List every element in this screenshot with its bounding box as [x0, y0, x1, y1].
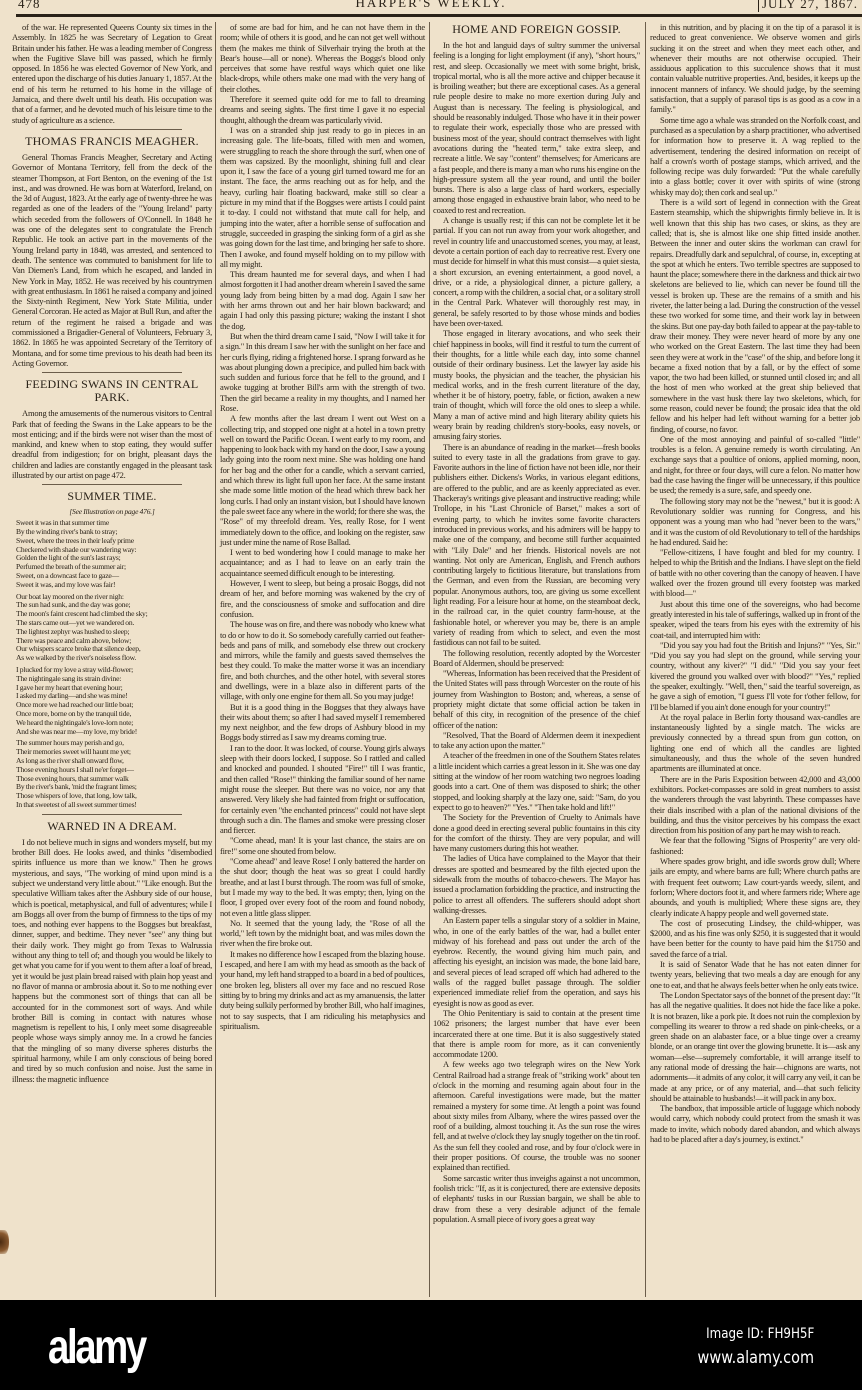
- paragraph: But when the third dream came I said, "Now I will take it for a sign." In this dream I saw her with the sunlight on her face and her curls flying, riding a frightened horse. I sprang forward as he was about plunging down a precipice, and pulled him back with such sudden and furious force that he fell to the ground, and I awoke tugging at brother Bill's arm with the strength of two. Then the girl became a reality in my thoughts, and I named her Rose.: [220, 330, 425, 413]
- paragraph: However, I went to sleep, but being a prosaic Boggs, did not dream of her, and before morning was wakened by the cry of fire, and the consciousness of smoke and suffocation and dire confusion.: [220, 578, 425, 619]
- poem-line: Those whispers of love, that long, low talk,: [16, 791, 137, 801]
- paragraph: "Whereas, Information has been received that the President of the United States will pass through Worcester on the route of his journey from Washington to Boston; and, whereas, a sense of propriety might dictate that some official action be taken in behalf of this city, in recognition of the presence of the chief officer of the nation:: [433, 668, 640, 730]
- poem-line: Once more, borne on by the tranquil tide,: [16, 709, 132, 719]
- poem-stanza: [12, 519, 212, 589]
- poem-line: There was peace and calm above, below;: [16, 635, 132, 645]
- poem-line: Our whispers scarce broke that silence deep,: [16, 644, 141, 654]
- paragraph: The house was on fire, and there was nobody who knew what to do or how to do it. So somebody carefully carried out feather-beds and pans of milk, and somebody else threw out crockery and mirrors, while the family and guests saved themselves the best they could. To make the matter worse it was an incendiary fire, and both churches, and the other hotel, with several stores and dwellings, were in a blaze also in different parts of the village, with only one engine for them all. So you may judge!: [220, 619, 425, 702]
- paragraph: We fear that the following "Signs of Prosperity" are very old-fashioned:: [650, 835, 860, 856]
- paragraph: The ladies of Utica have complained to the Mayor that their dresses are spotted and besmeared by the filth ejected upon the sidewalk from the mouths of tobacco-chewers. The Mayor has issued a proclamation forbidding the practice, and instructing the police to arrest all offenders. The sufferers should adopt short walking-dresses.: [433, 853, 640, 915]
- ink-stain: [0, 1230, 9, 1254]
- poem-stanza: [12, 666, 212, 736]
- poem-line: Their memories sweet will haunt me yet;: [16, 747, 131, 757]
- poem-line: By the river's bank, 'mid the fragrant limes;: [16, 782, 137, 792]
- poem-line: And she was near me—my love, my bride!: [16, 726, 138, 736]
- poem-line: Golden the light of the sun's last rays;: [16, 553, 121, 563]
- issue-date: JULY 27, 1867.: [758, 0, 858, 12]
- paragraph: The cost of prosecuting Lindsey, the child-whipper, was $2000, and as his fine was only $250, it is suggested that it would have been better for the county to have paid him the $1750 and saved the farce of a trial.: [650, 917, 860, 959]
- poem-line: I asked my darling—and she was mine!: [16, 691, 128, 701]
- paragraph: A few weeks ago two telegraph wires on the New York Central Railroad had a strange freak of "striking work" about ten o'clock in the morning and resuming again about four in the afternoon. Careful investigations were made, but the matter remained a mystery for some time. At length a point was found about sixty miles from Albany, where the wires passed over the roof of a building, almost touching it. As the sun rose the wires fell, and at twelve o'clock they lay snugly together on the tin roof. As the sun fell they cooled and rose, and by four o'clock were in their proper positions. Of course, the trouble was no sooner explained than rectified.: [433, 1059, 640, 1173]
- column-rule: [645, 22, 646, 1297]
- swans-heading: FEEDING SWANS IN CENTRAL PARK.: [25, 377, 199, 405]
- column-1: [12, 22, 212, 1084]
- poem-line: Sweet, where the trees in their leafy prime: [16, 535, 134, 545]
- paragraph: It makes no difference how I escaped from the blazing house. I escaped, and here I am with my head as smooth as the back of your hand, my left hand strapped to a board in a bed of poultices, one broken leg, blisters all over my face and no rescued Rose sitting by to bring my drinks and act as my amanuensis, the latter duty being sulkily performed by brother Bill, who half imagines, not to say suspects, that I am ridiculing his metaphysics and spiritualism.: [220, 948, 425, 1031]
- poem-line: In that sweetest of all sweet summer times!: [16, 799, 137, 809]
- summer-heading: SUMMER TIME.: [67, 489, 157, 504]
- poem-stanza: [12, 739, 212, 809]
- summer-subtitle: [See Illustration on page 476.]: [69, 507, 155, 517]
- column-rule: [215, 22, 216, 1297]
- paragraph: "Come ahead, man! It is your last chance, the stairs are on fire!" some one shouted from below.: [220, 835, 425, 856]
- poem-line: Perfumed the breath of the summer air;: [16, 562, 126, 572]
- paragraph: There is a wild sort of legend in connection with the Great Eastern steamship, which the shipwrights firmly believe in. It is well known that this ship has two cases, or skins, as they are called; that is, she is almost like one ship fitted inside another. Between the inner and outer skins the workman can crawl for repairs. Dreadfully dark and sepulchral, of course, in, excepting at the spot at which he enters. Two terrible spectres are supposed to haunt the place; somewhere there in the darkness and thick air two skeletons are believed to lie, which can never be found till the vessel is broken up. These are the remains of a smith and his riveter, the latter being a lad. During the construction of the vessel these two worked for some time, and their work lay in between the skins. But one pay-day both failed to appear at the pay-table to draw their money. They were never heard of more by any one who worked on the Great Eastern. The last time they had been seen they were at work in the "case" of the ship, and before long it became a fixed notion that by a fall, or by the effect of some vapor, the two had been killed, or stunned until closed in; and all the host of men who worked at the great ship believed that somewhere in the vast husk there lay two skeletons, which, for some reason, could never be found; the prosaic idea that the old fellow and his helper had left without warning for a better job finding, of course, no favor.: [650, 197, 860, 434]
- poem-line: We heard the nightingale's love-lorn note;: [16, 717, 134, 727]
- paragraph: "Come ahead" and leave Rose! I only battered the harder on the shut door; though the heat was so great I could hardly breathe, and at last I burst through. The room was full of smoke, but I made my way to the bed. It was empty; then, lying on the floor, I groped over every foot of the room and found nobody, not even a little glass slipper.: [220, 856, 425, 918]
- meagher-heading: THOMAS FRANCIS MEAGHER.: [25, 133, 199, 148]
- paragraph: I ran to the door. It was locked, of course. Young girls always sleep with their doors locked, I suppose. So I rattled and called and knocked and pounded. I shouted "Fire!" till I was frantic, and then called "Rose!" thinking the familiar sound of her name might rouse the sleeper. But there was no voice, nor any that answered. Very likely she had fainted from fright or suffocation, for certainly even "the enchanted princess" could not have slept through such a din. The flames and smoke were pressing closer and fiercer.: [220, 742, 425, 836]
- paragraph: "Fellow-citizens, I have fought and bled for my country. I helped to whip the British and the Indians. I have slept on the field of battle with no other covering than the canopy of heaven. I have walked over the frozen ground till every footstep was marked with blood—": [650, 547, 860, 599]
- divider: [42, 129, 182, 130]
- paragraph: of some are bad for him, and he can not have them in the room; while of others it is good, and he can not get well without them (he makes me think of Silverhair trying the broth at the Bear's house—all or none). Whereas the Boggs's blood only perceives that some have restful ways which quiet one like black-drops, while others make one mad with the very hang of their clothes.: [220, 22, 425, 94]
- site-url[interactable]: www.alamy.com: [697, 1348, 814, 1368]
- paragraph: The bandbox, that impossible article of luggage which nobody would carry, which nobody could protect from the smash it was made to invite, which nobody dared abandon, and which always had to be placed after a day's journey, is extinct.": [650, 1103, 860, 1145]
- poem-line: The lightest zephyr was hushed to sleep;: [16, 626, 130, 636]
- dream-heading: WARNED IN A DREAM.: [47, 818, 177, 833]
- gossip-heading: HOME AND FOREIGN GOSSIP.: [452, 22, 621, 36]
- divider: [42, 814, 182, 815]
- paragraph: There are in the Paris Exposition between 42,000 and 43,000 exhibitors. Pocket-compasses are sold in great numbers to assist the wanderers through the vast labyrinth. These compasses have their dials inscribed with a plan of the national divisions of the building, and thus the visitor perceives by his compass the exact direction from his position of any part he may wish to reach.: [650, 773, 860, 836]
- poem-line: I plucked for my love a stray wild-flower;: [16, 665, 134, 675]
- poem-line: Once more we had reached our little boat;: [16, 700, 134, 710]
- poem-line: Those evening hours, that summer walk: [16, 773, 129, 783]
- paragraph: Where spades grow bright, and idle swords grow dull; Where jails are empty, and where barns are full; Where church paths are with frequent feet outworn; Law court-yards weedy, silent, and forlorn; Where doctors foot it, and where farmers ride; Where age abounds, and youth is multiplied; Where these signs are, they clearly indicate A happy people and well governed state.: [650, 856, 860, 918]
- poem-line: As we walked by the river's noiseless flow.: [16, 653, 137, 663]
- divider: [42, 484, 182, 485]
- paragraph: I went to bed wondering how I could manage to make her acquaintance; and as I had to leave on an early train the acquaintance seemed difficult enough to be interesting.: [220, 547, 425, 578]
- paragraph: This dream haunted me for several days, and when I had almost forgotten it I had another dream wherein I saved the same young lady from being bitten by a mad dog. Again I saw her with her arms thrown out and her hair blown backward; and again I had only this passing picture; waking the instant I shot the dog.: [220, 269, 425, 331]
- meagher-text: General Thomas Francis Meagher, Secretary and Acting Governor of Montana Territory, fell from the deck of the steamer Thompson, at Fort Benton, on the evening of the 1st inst., and was drowned. He was born at Waterford, Ireland, on the 3d of August, 1823. At the early age of twenty-three he was regarded as one of the leaders of the "Young Ireland" party which seceded from the followers of O'Connell. In 1848 he was one of the delegates sent to congratulate the French Republic. He took an active part in the movements of the Young Ireland party in 1848, was arrested, and sentenced to death. The sentence was commuted to banishment for life to Van Diemen's Land, from which he escaped, and landed in New York in May, 1852. He was received by his countrymen with great enthusiasm. In 1861 he raised a company and joined the Sixty-ninth Regiment, New York State Militia, under General Corcoran. He acted as Major at Bull Run, and after the return of the regiment he raised a brigade and was commissioned a Brigadier-General of Volunteers, February 3, 1862. In 1865 he was appointed Secretary of the Territory of Montana, and for some time previous to his death had been its Acting Governor.: [12, 151, 212, 368]
- poem-line: Sweet it was, and my love was fair!: [16, 579, 116, 589]
- paragraph: The Society for the Prevention of Cruelty to Animals have done a good deed in erecting several public fountains in this city for the comfort of the thirsty. They are very popular, and will have many customers during this hot weather.: [433, 812, 640, 854]
- poem-line: The moon's faint crescent had climbed the sky;: [16, 609, 148, 619]
- paragraph: Just about this time one of the sovereigns, who had become greatly interested in his tale of sufferings, walked up in front of the speaker, wiped the tears from his eyes with the extremity of his coat-tail, and interrupted him with:: [650, 598, 860, 640]
- paragraph: The London Spectator says of the bonnet of the present day: "It has all the negative qualities. It does not hide the face like a poke. It is not brazen, like a pork pie. It does not ruin the complexion by compelling its wearer to throw a red shade on pink-cheeks, or a green shade on an alabaster face, or a blue tinge over a creamy blonde, or an orange tint over the glowing brunette. It is—ask any woman—else—supremely comfortable, it will arrange itself to any rational mode of dressing the hair—chignons are warts, not adornments—it admits of any color, it will carry any veil, it can be made at any price, or of any material, and—that such felicity should be attainable to husbands!—it will pack in any box.: [650, 989, 860, 1103]
- paragraph: An Eastern paper tells a singular story of a soldier in Maine, who, in one of the early battles of the war, had a bullet enter midway of his forehead and pass out under the arch of the eyebrow. Recently, the wound giving him much pain, and affecting his eyesight, an incision was made, the bone laid bare, and several pieces of lead scraped off which had adhered to the walls of the ragged bullet passage through. The soldier experienced immediate relief from the operation, and says his eyesight is now as good as ever.: [433, 915, 640, 1008]
- paragraph: "Did you say you had fout the British and Injuns?" "Yes, Sir." "Did you say you had slept on the ground, while serving your country, without any kiver?" "I did." "Did you say your feet kivered the ground you walked over with blood?" "Yes," replied the speaker, exultingly. "Well, then," said the tearful sovereign, as he gave a sigh of emotion, "I guess I'll vote for t'other fellow, for I'll be blamed if you ain't done enough for your country!": [650, 639, 860, 712]
- paragraph: in this nutrition, and by placing it on the tip of a parasol it is reduced to great convenience. We observe women and girls sucking it on the street and when they meet each other, and whenever their mouths are not otherwise occupied. Their assiduous application to this succulence shows that it must contain valuable nutritive properties. And, besides, it keeps up the innocent manners of infancy. We should judge, by the seeming satisfaction, that a supply of parasol tips is as good as a cow in a family.": [650, 22, 860, 115]
- poem-line: The nightingale sang its strain divine:: [16, 673, 122, 683]
- paragraph: At the royal palace in Berlin forty thousand wax-candles are instantaneously lighted by a single match. The wicks are previously connected by a thread spun from gun cotton, on lighting one end of which all the candles are lighted simultaneously, and thus the whole of the seven hundred apartments are illuminated at once.: [650, 711, 860, 774]
- watermark-footer: [0, 1300, 862, 1390]
- dream-text: I do not believe much in signs and wonders myself, but my brother Bill does. He looks awed, and thinks "disembodied spirits influence us more than we know." Then he grows mysterious, and says, "The working of mind upon mind is a subject we understand very little about." "Like enough. But the speculative William takes after the Ashbury side of our house, which is poetical, metaphysical, and full of adventures; while I am Boggs all over from the bump of firmness to the tips of my toes, and nothing ever happens to the Boggses but breakfast, dinner, supper, and bedtime. They never "see" any thing but their daily work. They might go from Texas to Walrussia without any thing to tell of; and though you would be likely to get what you came for if you went to them after a loaf of bread, yet it would be just plain bread raised with plain hop yeast and no flavor of manna or ambrosia about it. So to me nothing ever happens but the commonest sort of things that can all be accounted for in the commonest sort of ways. And while brother Bill is coming in contact with natures whose magnetism is repellent to his, I only meet some disagreeable people whose ways simply annoy me. In a crowd he fancies that the mingling of so many diverse spheres disturbs the spiritual harmony, while I am only conscious of being bored and tired by so much confusion and noise. Just the same in illness: the magnetic influence: [12, 836, 212, 1084]
- paragraph: The following story may not be the "newest," but it is good: A Revolutionary soldier was running for Congress, and his opponent was a young man who had "never been to the wars," and it was the custom of old Revolutionary to tell of the hardships he had endured. Said he:: [650, 495, 860, 547]
- page-number: 478: [18, 0, 41, 11]
- paragraph: But it is a good thing in the Boggses that they always have their wits about them; so after I had saved myself I remembered my next neighbor, and the few drops of Ashbury blood in my Boggs body stirred as I saw my dreams coming true.: [220, 701, 425, 743]
- paragraph: Some time ago a whale was stranded on the Norfolk coast, and purchased as a speculation by a sharp practitioner, who advertised for information how to preserve it. A wag replied to the advertisement, tendering the desired information on receipt of half a crown's worth of postage stamps, which arrived, and the following recipe was duly forwarded: "Put the whale carefully into a glass bottle; cover it over with spirits of wine (strong whisky may do); then cork and seal up.": [650, 114, 860, 197]
- poem-line: The stars came out—yet we wandered on.: [16, 618, 135, 628]
- article-intro: of the war. He represented Queens County six times in the Assembly. In 1825 he was Secretary of Legation to Great Britain under his father. He was a leading member of Congress when the Fugitive Slave bill was passed, which he firmly opposed. In 1856 he was elected Governor of New York, and entered upon the discharge of his duties January 1, 1857. At the end of his term he returned to his home in the village of Jamaica, and there dwelt until his death. His occupation was that of a farmer, and he devoted much of his leisure time to the study of agriculture as a science.: [12, 22, 212, 125]
- poem-line: Sweet, on a downcast face to gaze—: [16, 571, 119, 581]
- column-2: [220, 22, 425, 1031]
- paragraph: There is an abundance of reading in the market—fresh books suited to every taste in all the gradations from grave to gay. Favorite authors in the line of fiction have not been idle, nor their publishers either. Dickens's Works, in various elegant editions, are offered to the public, and are as keenly appreciated as ever. Thackeray's writings give pleasant and instructive reading; while Trollope, in his "Last Chronicle of Barset," makes a sort of evening party, to which he invites some favorite characters introduced in previous works, and his admirers will be happy to make one of the company, and become still further acquainted with "Lily Dale" and her friends. Historical novels are not wanting. Not only are American, English, and French authors contributing largely to fictitious literature, but translations from the German, and even from the Russian, are becoming very popular. Anonymous authors, too, are giving us some excellent light reading. For a leisure hour at home, on the steamboat deck, in the railroad car, in the quiet country farm-house, at the fashionable hotel, or wherever you may be, there is an ample variety of reading from which to select, and even the most fastidious can not fail to be suited.: [433, 441, 640, 648]
- paragraph: Those engaged in literary avocations, and who seek their chief happiness in books, will find it restful to turn the current of their thoughts, for a little while each day, into some channel outside of their ordinary business. Let the lawyer lay aside his musty books, the physician and the teacher, the physician his medical works, and in the fresh current literature of the day, whether it be of history, poetry, fable, or fiction, awaken a new train of thought, which will force the old ones to sleep a while. Many a man of active mind and high literary ability quiets his weary brain by reading children's story-books, easy novels, or amusing fairy stories.: [433, 328, 640, 442]
- poem-line: Our boat lay moored on the river nigh:: [16, 591, 124, 601]
- poem-line: Checkered with shade our wandering way:: [16, 544, 137, 554]
- paragraph: A change is usually rest; if this can not be complete let it be partial. If you can not run away from your work altogether, and revel in country life and unaccustomed scenes, you may, at least, devote a certain portion of each day to recreative rest. Every one must decide for himself in what this must consist—a quiet siesta, a short excursion, an evening entertainment, a good novel, a drive, or a ride, a physiological dinner, a picture gallery, a concert, a romp with the children, a social chat, or a solitary stroll in the Central Park. Whatever will thoroughly rest may, in general, be safely resorted to by those whose minds and bodies have been over-taxed.: [433, 215, 640, 329]
- paragraph: No. It seemed that the young lady, the "Rose of all the world," left town by the midnight boat, and was miles down the river when the fire broke out.: [220, 917, 425, 949]
- poem-line: The sun had sunk, and the day was gone;: [16, 600, 131, 610]
- swans-text: Among the amusements of the numerous visitors to Central Park that of feeding the Swans in the Lake appears to be the most enticing; and if the birds were not wiser than the most of mankind, and knew when to stop eating, they would suffer dreadful from indigestion; for on bright, pleasant days the children and ladies are constantly engaged in the pleasant task illustrated by our artist on page 472.: [12, 408, 212, 480]
- poem-line: I gave her my heart that evening hour;: [16, 682, 123, 692]
- summer-poem: [12, 519, 212, 810]
- paragraph: Therefore it seemed quite odd for me to fall to dreaming dreams and seeing sights. The first time I gave it no especial thought, although the dream was particularly vivid.: [220, 94, 425, 125]
- paragraph: Some sarcastic writer thus inveighs against a not uncommon, foolish trick: "If, as it is conjectured, there are extensive deposits of elephants' tusks in our Russian bargain, we shall be able to draw from these a very desirable adjunct of the female population. A small piece of ivory goes a great way: [433, 1172, 640, 1224]
- paragraph: It is said of Senator Wade that he has not eaten dinner for twenty years, believing that two meals a day are enough for any one to eat, and that he always feels better when he only eats twice.: [650, 959, 860, 990]
- poem-line: By the winding river's bank to stray;: [16, 527, 118, 537]
- column-4: [650, 22, 860, 1144]
- poem-line: Those evening hours I shall ne'er forget—: [16, 764, 134, 774]
- poem-line: Sweet it was in that summer time: [16, 518, 110, 528]
- paragraph: I was on a stranded ship just ready to go in pieces in an increasing gale. The life-boats, filled with men and women, were struggling to reach the shore through the surf, when one of them was capsized. By the moonlight, shining full and clear upon it, I saw the face of a young girl turned toward me for an instant. The face, the arms reaching out as for help, and the heavy, curling hair floating backward, make still so clear a picture in my mind that if the Boggses were artists I could paint it to-day. I could not withstand that mute call for help, and jumping into the water, after a horrible sense of suffocation and struggle, succeeded in grasping the sinking form of a girl as she was going down for the last time, and bringing her safe to shore. Then I awoke, and found myself holding on to my pillow with all my might.: [220, 124, 425, 269]
- poem-stanza: [12, 593, 212, 663]
- paragraph: The following resolution, recently adopted by the Worcester Board of Aldermen, should be preserved:: [433, 647, 640, 668]
- paragraph: A few months after the last dream I went out West on a collecting trip, and stopped one night at a hotel in a town pretty well on toward the Pacific Ocean. I went early to my room, and happening to look back with my hand on the door, I saw a young lady going into the room next mine. She was holding one hand for her bag and the other for a candle, which a servant carried, and which threw its light full upon her face. At the same instant she made some little motion of the head which threw back her long curls. I had only an instant vision, but I should have known the pale sweet face any where in the world; for there she was, the "Rose" of my threefold dream. Yes, really Rose, for I went immediately down to the office, and looking on the register, saw just under mine the name of Rose Ballad.: [220, 413, 425, 547]
- poem-line: As long as the river shall onward flow,: [16, 756, 124, 765]
- poem-line: The summer hours may perish and go,: [16, 738, 124, 748]
- paragraph: The Ohio Penitentiary is said to contain at the present time 1062 prisoners; the largest number that have ever been incarcerated there at one time. But it is also suggestively stated that there is ample room for more, as it can conveniently accommodate 1200.: [433, 1007, 640, 1060]
- column-rule: [429, 22, 430, 1297]
- masthead-title: HARPER'S WEEKLY.: [355, 0, 507, 10]
- paragraph: One of the most annoying and painful of so-called "little" troubles is a felon. A genuine remedy is worth circulating. An exchange says that a poultice of onions, applied morning, noon, and night, for three or four days, will cure a felon. No matter how bad the case having the finger will be unnecessary, if this poultice be used; the remedy is a sure, safe, and speedy one.: [650, 433, 860, 496]
- image-id: Image ID: FH9H5F: [705, 1326, 814, 1342]
- alamy-logo: alamy: [48, 1321, 145, 1374]
- paragraph: In the hot and languid days of sultry summer the universal feeling is a longing for light employment (if any), "short hours," rest, and sleep. Occasionally we meet with some bright, brisk, tropical mortal, who is all the more active and chipper because it is broiling weather; but there are exceptional cases. As a general rule people desire to make no more exertion during July and August than is necessary. The feeling is physiological, and should be reasonably indulged. Those who have it in their power to regulate their work, especially those who are pressed with business most of the year, should contract themselves with light avocations during the "heated term," take extra sleep, and recreate a little. We say "content" themselves; for Americans are a fast people, and there is many a man who runs his engine on the high-pressure system all the year round, and until the boiler bursts. There is also a large class of hard workers, especially among those engaged in exhaustive brain labor, who need to be coaxed to rest and recreation.: [433, 40, 640, 215]
- header-rule: [16, 14, 862, 17]
- paragraph: "Resolved, That the Board of Aldermen deem it inexpedient to take any action upon the matter.": [433, 729, 640, 751]
- paragraph: A teacher of the freedmen in one of the Southern States relates a little incident which carries a great lesson in it. She was one day sitting at the window of her room watching two negroes loading goods into a cart. One of them was disposed to shirk; the other stopped, and looking sharply at the lazy one, said: "Sam, do you expect to go to heaven?" "Yes." "Then take hold and lift!": [433, 750, 640, 812]
- divider: [42, 372, 182, 373]
- column-3: [433, 22, 640, 1224]
